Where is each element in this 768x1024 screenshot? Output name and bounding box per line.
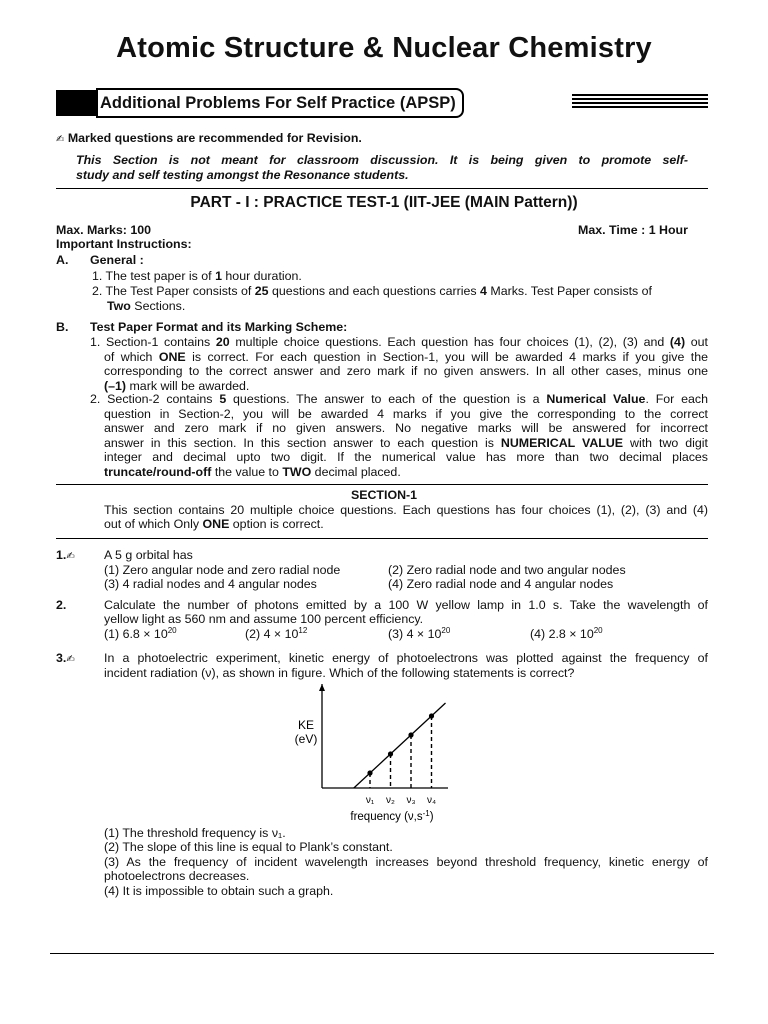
footer-divider (50, 953, 714, 954)
instruction-b2: 2. Section-2 contains 5 questions. The answer to each of the question is a Numerical Value. For each question in Section-2, you will be awarded 4 marks if you give the corresponding to the correct answer and zero mark if no given answers. No negative marks will be answered for incorrect answer in this section. In this section answer to each question is NUMERICAL VALUE with two digit integer and decimal upto two digit. If the numerical value has more than two decimal places truncate/round-off the value to TWO decimal placed. (90, 392, 708, 479)
x-tick-label: ν₁ (365, 795, 375, 806)
ke-frequency-graph (270, 680, 500, 826)
revision-note (56, 131, 362, 148)
max-time: Max. Time : 1 Hour (578, 223, 688, 237)
q2-option-4: (4) $2.8 \times 10^{20}$ (530, 625, 603, 641)
q3-option-4: (4) It is impossible to obtain such a graph. (104, 884, 334, 898)
data-point (367, 770, 372, 775)
question-3-line-2: incident radiation (ν), as shown in figure. Which of the following statements is correct? (104, 666, 575, 680)
q1-option-4: (4) Zero radial node and 4 angular nodes (388, 577, 614, 591)
q2-option-2: (2) $4 \times 10^{12}$ (245, 625, 308, 641)
divider (56, 538, 708, 539)
question-2-line-2: yellow light as 560 nm and assume 100 percent efficiency. (104, 612, 424, 626)
question-1-text: A 5 g orbital has (104, 548, 193, 562)
x-tick-label: ν₂ (386, 795, 395, 806)
q3-option-3-line-2: photoelectrons decreases. (104, 869, 250, 883)
important-instructions: Important Instructions: (56, 237, 192, 251)
section-b-letter: B. (56, 320, 69, 334)
q3-option-3-line-1: (3) As the frequency of incident wavelength increases beyond threshold frequency, kinetic energy of (104, 855, 708, 869)
q3-option-2: (2) The slope of this line is equal to Plank’s constant. (104, 840, 393, 854)
q2-option-3: (3) $4 \times 10^{20}$ (388, 625, 451, 641)
pen-icon: ✍ (66, 654, 75, 665)
max-marks: Max. Marks: 100 (56, 223, 152, 237)
x-axis-label: frequency $(\nu,s^{-1})$ (350, 809, 434, 823)
data-point (429, 713, 434, 718)
y-axis-label-1: KE (297, 718, 315, 732)
section-1-line-1: This section contains 20 multiple choice questions. Each questions has four choices (1), (2), (3) and (4) (104, 503, 708, 517)
revision-note-text: Marked questions are recommended for Revision. (67, 131, 362, 145)
part-title: PART - I : PRACTICE TEST-1 (IIT-JEE (MAIN Pattern)) (190, 194, 578, 211)
section-1-line-2: out of which Only ONE option is correct. (104, 517, 324, 531)
q1-option-2: (2) Zero radial node and two angular nodes (388, 563, 626, 577)
instruction-a1: 1. The test paper is of 1 hour duration. (92, 269, 302, 283)
data-point (388, 751, 393, 756)
question-2-number: 2. (56, 598, 67, 612)
question-3-number: 3.✍ (56, 651, 75, 665)
banner-label: Additional Problems For Self Practice (APSP) (96, 88, 464, 118)
section-1-heading: SECTION-1 (350, 488, 418, 502)
q1-option-3: (3) 4 radial nodes and 4 angular nodes (104, 577, 317, 591)
data-point (408, 732, 413, 737)
q2-option-1: (1) $6.8 \times 10^{20}$ (104, 625, 177, 641)
question-2-line-1: Calculate the number of photons emitted by a 100 W yellow lamp in 1.0 s. Take the wavelength of (104, 598, 708, 612)
y-axis-arrow (319, 684, 325, 691)
question-1-number: 1.✍ (56, 548, 75, 562)
note-line-1: This Section is not meant for classroom discussion. It is being given to promote self- (76, 153, 688, 167)
pen-icon: ✍ (56, 134, 65, 145)
section-b-heading: Test Paper Format and its Marking Scheme: (90, 320, 348, 334)
x-tick-label: ν₄ (426, 795, 437, 806)
q3-option-1: (1) The threshold frequency is ν₁. (104, 826, 286, 840)
page-title: Atomic Structure & Nuclear Chemistry (116, 32, 652, 64)
banner-lines (572, 94, 708, 108)
divider (56, 484, 708, 485)
x-tick-label: ν₃ (406, 795, 416, 806)
y-axis-label-2: (eV) (294, 732, 318, 746)
instruction-a2: 2. The Test Paper consists of 25 questions and each questions carries 4 Marks. Test Paper consists of Two Sections. (92, 284, 652, 313)
section-banner (56, 88, 708, 118)
banner-block (56, 90, 96, 116)
section-a-letter: A. (56, 253, 69, 267)
section-a-heading: General : (90, 253, 144, 267)
instruction-b1: 1. Section-1 contains 20 multiple choice questions. Each question has four choices (1), (2), (3) and (4) out of which ONE is correct. For each question in Section-1, you will be awarded 4 marks if you give the corresponding to the correct answer and zero mark if no given answers. In all other cases, minus one (–1) mark will be awarded. (90, 335, 708, 393)
divider (56, 188, 708, 189)
question-3-line-1: In a photoelectric experiment, kinetic energy of photoelectrons was plotted against the frequency of (104, 651, 708, 665)
note-line-2: study and self testing amongst the Resonance students. (76, 168, 409, 182)
q1-option-1: (1) Zero angular node and zero radial node (104, 563, 341, 577)
pen-icon: ✍ (66, 551, 75, 562)
